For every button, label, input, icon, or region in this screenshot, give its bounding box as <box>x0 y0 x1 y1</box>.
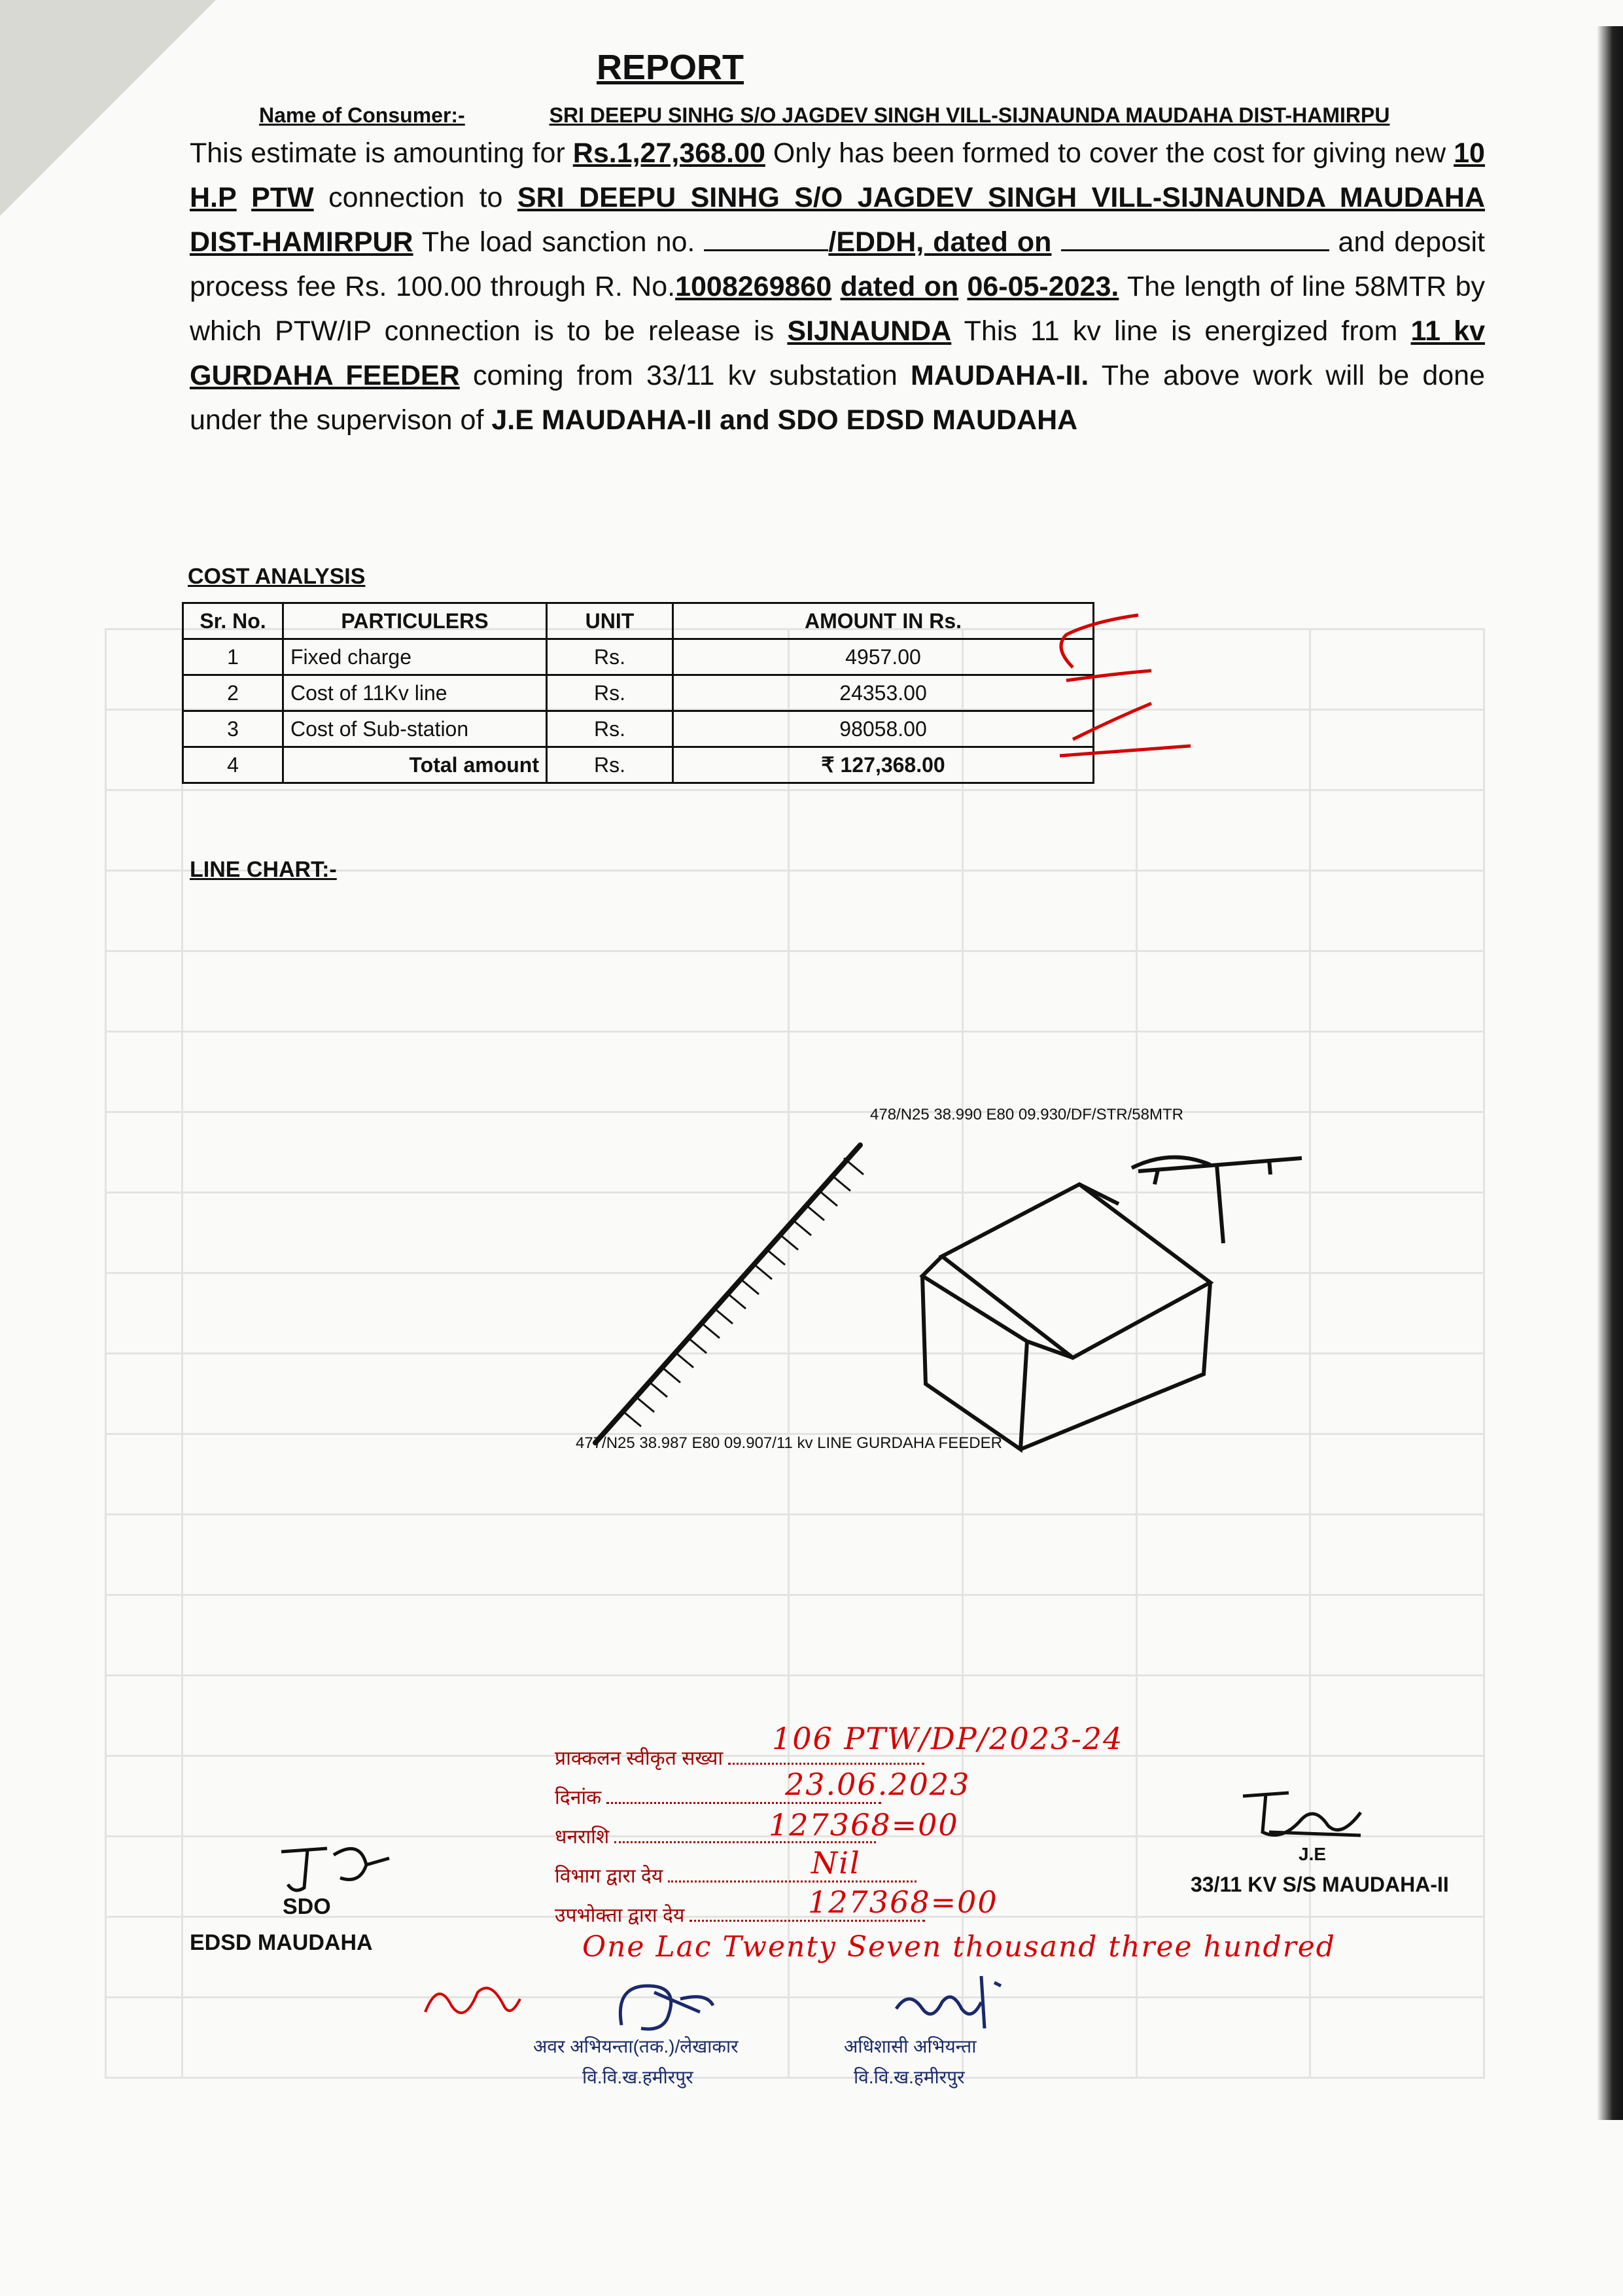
sdo-signature <box>268 1826 399 1898</box>
village-name: SIJNAUNDA <box>787 315 952 347</box>
table-row <box>183 639 1094 675</box>
line-chart-sketch <box>556 1086 1341 1492</box>
line-chart-heading: LINE CHART:- <box>190 857 337 882</box>
ee-office: वि.वि.ख.हमीरपुर <box>854 2067 965 2087</box>
cell-amount: 24353.00 <box>673 675 1094 711</box>
sanction-no-blank <box>704 227 828 251</box>
connection-type: PTW <box>251 182 314 213</box>
ee-title: अधिशासी अभियन्ता <box>844 2036 977 2057</box>
handwritten-consumer-amount: 127368=00 <box>808 1884 998 1920</box>
estimate-text-5: and deposit process fee Rs. 100.00 through R. No. <box>190 226 1485 302</box>
estimate-text-3: connection to <box>328 182 503 213</box>
cell-amount: ₹ 127,368.00 <box>673 747 1094 783</box>
estimate-paragraph <box>190 131 1485 442</box>
handwritten-dept: Nil <box>811 1845 861 1881</box>
estimate-amount: Rs.1,27,368.00 <box>572 137 765 169</box>
estimate-text-7: This 11 kv line is energized from <box>964 315 1398 347</box>
load-hp-unit: H.P <box>190 182 237 213</box>
cost-analysis-heading: COST ANALYSIS <box>188 564 366 589</box>
ae-office: वि.वि.ख.हमीरपुर <box>582 2067 693 2087</box>
cell-unit: Rs. <box>547 711 673 747</box>
approval-date-label: दिनांक <box>555 1787 602 1809</box>
estimate-text-8: coming from 33/11 kv substation <box>472 360 898 391</box>
table-row <box>183 675 1094 711</box>
cell-unit: Rs. <box>547 747 673 783</box>
substation-name: MAUDAHA-II. <box>911 360 1089 391</box>
ae-title: अवर अभियन्ता(तक.)/लेखाकार <box>533 2036 739 2057</box>
estimate-text-4: The load sanction no. <box>421 226 695 258</box>
house-drawing <box>922 1184 1210 1449</box>
approval-consumer-label: उपभोक्ता द्वारा देय <box>555 1905 685 1926</box>
col-amount: AMOUNT IN Rs. <box>673 603 1094 639</box>
sdo-office: EDSD MAUDAHA <box>190 1930 373 1955</box>
report-title: REPORT <box>597 48 744 87</box>
estimate-text-2: Only has been formed to cover the cost for giving new <box>773 137 1446 169</box>
cell-amount: 98058.00 <box>673 711 1094 747</box>
handwritten-amount: 127368=00 <box>769 1807 959 1843</box>
consumer-name: SRI DEEPU SINHG S/O JAGDEV SINGH VILL-SIJNAUNDA MAUDAHA DIST-HAMIRPU <box>549 103 1390 127</box>
handwritten-date: 23.06.2023 <box>785 1767 971 1802</box>
line-label-top: 478/N25 38.990 E80 09.930/DF/STR/58MTR <box>870 1106 1183 1123</box>
scan-edge-shadow <box>1597 26 1623 2120</box>
cell-unit: Rs. <box>547 639 673 675</box>
handwritten-sanction-no: 106 PTW/DP/2023-24 <box>772 1721 1124 1756</box>
approval-dept-label: विभाग द्वारा देय <box>555 1865 663 1887</box>
sdo-title: SDO <box>283 1894 331 1919</box>
consumer-label: Name of Consumer:- <box>259 103 465 127</box>
cell-sr: 1 <box>183 639 283 675</box>
ae-signature <box>602 1966 720 2038</box>
je-signature <box>1230 1780 1374 1852</box>
cell-particular: Total amount <box>283 747 547 783</box>
je-office: 33/11 KV S/S MAUDAHA-II <box>1191 1873 1449 1896</box>
cell-unit: Rs. <box>547 675 673 711</box>
pole-drawing <box>1132 1157 1302 1243</box>
table-header-row <box>183 603 1094 639</box>
col-particulars: PARTICULERS <box>283 603 547 639</box>
receipt-number: 1008269860 <box>675 271 832 302</box>
cell-particular: Cost of Sub-station <box>283 711 547 747</box>
estimate-text-9: The above work will be done under the supervison of <box>190 360 1485 436</box>
approval-amount-label: धनराशि <box>555 1826 610 1848</box>
cell-amount: 4957.00 <box>673 639 1094 675</box>
cell-particular: Cost of 11Kv line <box>283 675 547 711</box>
receipt-dated-on: dated on <box>840 271 959 302</box>
red-check-marks <box>1021 609 1230 766</box>
sanction-date-blank <box>1061 227 1329 251</box>
estimate-text-6: The length of line 58MTR by which PTW/IP connection is to be release is <box>190 271 1485 347</box>
receipt-date: 06-05-2023. <box>967 271 1119 302</box>
approval-sanction-label: प्राक्कलन स्वीकृत सख्या <box>555 1748 724 1769</box>
line-label-bottom: 477/N25 38.987 E80 09.907/11 kv LINE GURDAHA FEEDER <box>576 1434 1002 1452</box>
col-unit: UNIT <box>547 603 673 639</box>
cell-sr: 4 <box>183 747 283 783</box>
cell-particular: Fixed charge <box>283 639 547 675</box>
load-hp: 10 <box>1454 137 1485 169</box>
table-row-total <box>183 747 1094 783</box>
handwritten-amount-words: One Lac Twenty Seven thousand three hundred <box>582 1930 1336 1964</box>
connection-consumer: SRI DEEPU SINHG S/O JAGDEV SINGH VILL-SIJNAUNDA MAUDAHA DIST-HAMIRPUR <box>190 182 1485 258</box>
estimate-text-1: This estimate is amounting for <box>190 137 565 169</box>
je-title: J.E <box>1299 1844 1327 1864</box>
cell-sr: 2 <box>183 675 283 711</box>
red-signature <box>419 1973 523 2032</box>
cost-analysis-table <box>182 602 1094 784</box>
col-sr-no: Sr. No. <box>183 603 283 639</box>
table-row <box>183 711 1094 747</box>
cell-sr: 3 <box>183 711 283 747</box>
sanction-suffix: /EDDH, dated on <box>828 226 1052 258</box>
ee-signature <box>883 1963 1014 2041</box>
consumer-line <box>259 103 1389 128</box>
folded-corner <box>0 0 216 216</box>
feeder-name: 11 kv GURDAHA FEEDER <box>190 315 1485 391</box>
supervisor: J.E MAUDAHA-II and SDO EDSD MAUDAHA <box>491 404 1078 436</box>
